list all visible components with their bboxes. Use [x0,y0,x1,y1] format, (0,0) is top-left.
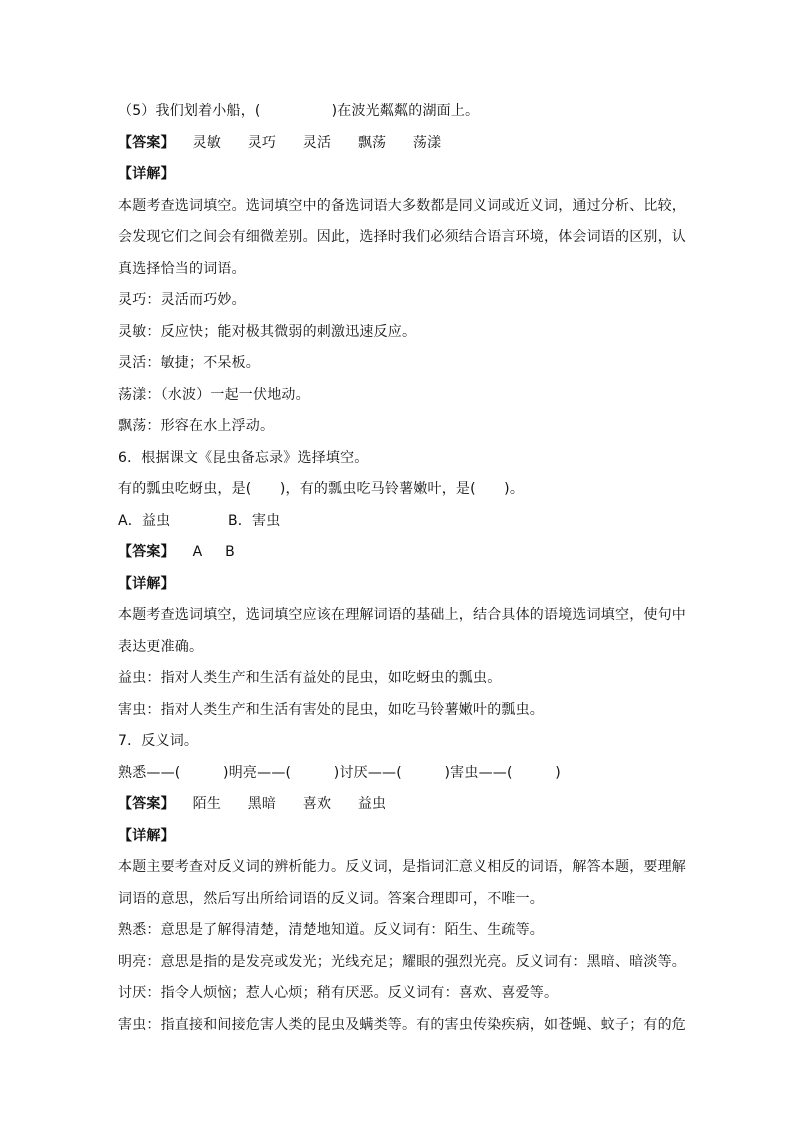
question-5-after: )在波光粼粼的湖面上。 [331,103,480,119]
answer-line-1 [118,128,686,160]
answer-word: 黑暗 [247,796,277,812]
paragraph-line: 本题考查选词填空。选词填空中的备选词语大多数都是同义词或近义词，通过分析、比较， [118,197,686,214]
option-b: B．害虫 [228,512,281,529]
detail-label-3: 【详解】 [118,827,175,844]
paragraph-line: 表达更准确。 [118,638,204,655]
definition-line: 明亮：意思是指的是发亮或发光；光线充足；耀眼的强烈光亮。反义词有：黑暗、暗淡等。 [118,953,686,970]
answer-line-2 [118,537,686,569]
question-5-before: （5）我们划着小船，( [118,103,261,119]
question-7-title: 7．反义词。 [118,733,199,749]
paragraph-line: 会发现它们之间会有细微差别。因此，选择时我们必须结合语言环境，体会词语的区别，认 [118,229,686,245]
paragraph-line: 词语的意思，然后写出所给词语的反义词。答案合理即可，不唯一。 [118,890,544,907]
answer-word: 荡漾 [412,134,442,151]
definition-line: 熟悉：意思是了解得清楚，清楚地知道。反义词有：陌生、生疏等。 [118,922,544,938]
definition-line: 讨厌：指令人烦恼；惹人心烦；稍有厌恶。反义词有：喜欢、喜爱等。 [118,985,559,1001]
answer-letter: B [225,544,235,560]
definition-line: 飘荡：形容在水上浮动。 [118,418,275,434]
answer-word: 飘荡 [357,134,387,151]
answer-word: 陌生 [192,796,222,812]
answer-word: 灵巧 [247,134,277,151]
question-6-options [118,506,686,538]
answer-line-3 [118,789,686,821]
detail-label-2: 【详解】 [118,575,175,592]
question-7-stem: 熟悉——( )明亮——( )讨厌——( )害虫——( ) [118,764,561,781]
definition-line: 灵敏：反应快；能对极其微弱的刺激迅速反应。 [118,323,417,340]
question-6-title: 6．根据课文《昆虫备忘录》选择填空。 [118,449,369,466]
paragraph-line: 真选择恰当的词语。 [118,260,246,277]
definition-line: 害虫：指对人类生产和生活有害处的昆虫，如吃马铃薯嫩叶的瓢虫。 [118,701,544,718]
answer-word: 灵活 [302,134,332,151]
question-6-stem: 有的瓢虫吃蚜虫，是( )，有的瓢虫吃马铃薯嫩叶，是( )。 [118,481,525,497]
paragraph-line: 本题主要考查对反义词的辨析能力。反义词，是指词汇意义相反的词语，解答本题，要理解 [118,859,686,875]
definition-line: 灵巧：灵活而巧妙。 [118,292,246,308]
option-a: A．益虫 [118,512,171,529]
answer-word: 喜欢 [302,796,332,812]
document-page [118,96,686,1041]
definition-line: 益虫：指对人类生产和生活有益处的昆虫，如吃蚜虫的瓢虫。 [118,670,502,686]
definition-line: 灵活：敏捷；不呆板。 [118,355,260,371]
answer-word: 灵敏 [192,134,222,151]
answer-label: 【答案】 [118,134,175,151]
definition-line: 害虫：指直接和间接危害人类的昆虫及螨类等。有的害虫传染疾病，如苍蝇、蚊子；有的危 [118,1016,686,1033]
answer-word: 益虫 [357,796,387,812]
question-5-line [118,96,686,128]
answer-label: 【答案】 [118,796,175,812]
definition-line: 荡漾：（水波）一起一伏地动。 [118,386,310,403]
answer-blank [261,96,332,128]
paragraph-line: 本题考查选词填空，选词填空应该在理解词语的基础上，结合具体的语境选词填空，使句中 [118,607,686,623]
answer-label: 【答案】 [118,544,175,560]
detail-label-1: 【详解】 [118,166,175,182]
answer-letter: A [192,544,203,560]
